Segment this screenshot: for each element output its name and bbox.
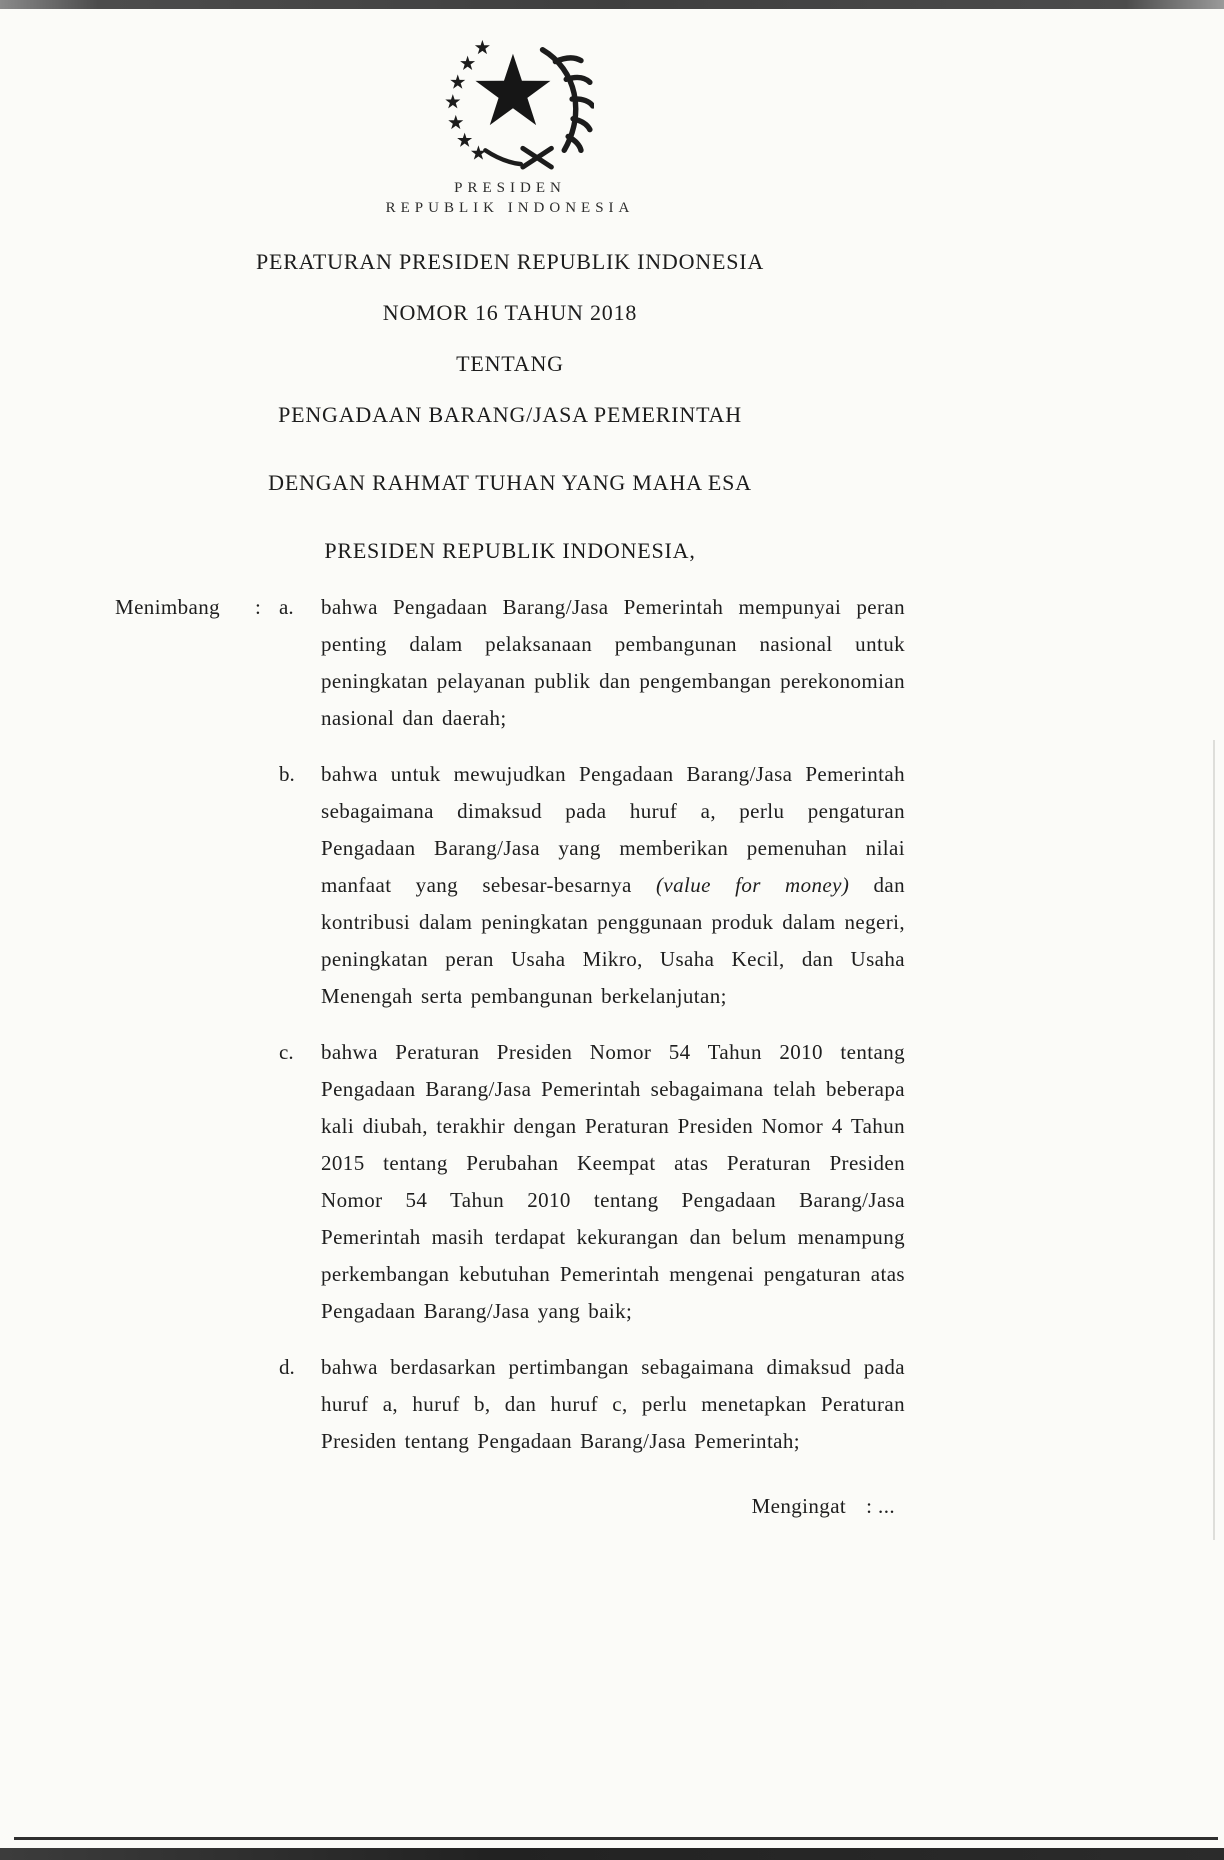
consideration-text: bahwa Pengadaan Barang/Jasa Pemerintah mempunyai peran penting dalam pelaksanaan pembangunan nasional untuk peningkatan pelayanan publik dan pengembangan perekonomian nasional dan daerah; [321,595,905,730]
consideration-text-italic: (value for money) [655,873,850,897]
presidential-seal-icon [426,32,594,172]
mengingat-line [115,1494,905,1519]
regulation-number: NOMOR 16 TAHUN 2018 [382,300,638,325]
bottom-rule [14,1837,1218,1840]
consideration-text-segment: dan kontribusi dalam peningkatan penggunaan produk dalam negeri, peningkatan peran Usaha Mikro, Usaha Kecil, dan Usaha Menengah serta pembangunan berkelanjutan; [321,873,906,1008]
consideration-text-segment: bahwa untuk mewujudkan Pengadaan Barang/Jasa Pemerintah sebagaimana dimaksud pada huruf a, perlu pengaturan Pengadaan Barang/Jasa yang memberikan pemenuhan nilai manfaat yang sebesar-besarnya [321,762,905,897]
consideration-marker: c. [279,1040,294,1064]
scan-artifact-line [1213,740,1215,1540]
consideration-item-d [279,1349,905,1460]
tentang-label: TENTANG [456,351,564,376]
consideration-text [321,756,905,1015]
considerations-list [279,589,905,1460]
invocation-line: DENGAN RAHMAT TUHAN YANG MAHA ESA [268,470,752,495]
consideration-text: bahwa berdasarkan pertimbangan sebagaimana dimaksud pada huruf a, huruf b, dan huruf c, perlu menetapkan Peraturan Presiden tentang Pengadaan Barang/Jasa Pemerintah; [321,1355,905,1453]
consideration-text: bahwa Peraturan Presiden Nomor 54 Tahun 2010 tentang Pengadaan Barang/Jasa Pemerintah sebagaimana telah beberapa kali diubah, terakhir dengan Peraturan Presiden Nomor 4 Tahun 2015 tentang Perubahan Keempat atas Peraturan Presiden Nomor 54 Tahun 2010 tentang Pengadaan Barang/Jasa Pemerintah masih terdapat kekurangan dan belum menampung perkembangan kebutuhan Pemerintah mengenai pengaturan atas Pengadaan Barang/Jasa yang baik; [321,1040,905,1323]
mengingat-label: Mengingat [751,1494,847,1518]
consideration-item-b [279,756,905,1015]
scan-edge-bottom [0,1848,1224,1860]
org-name-line2: REPUBLIK INDONESIA [385,200,635,216]
mengingat-colon-dots: : ... [866,1494,895,1518]
considerations-section [115,589,905,1460]
consideration-marker: b. [279,762,295,786]
consideration-marker: d. [279,1355,295,1379]
consideration-item-c [279,1034,905,1330]
scan-edge-top [0,0,1224,9]
regulation-subject: PENGADAAN BARANG/JASA PEMERINTAH [278,402,742,427]
letterhead [115,18,905,217]
issuer-line: PRESIDEN REPUBLIK INDONESIA, [324,538,696,563]
regulation-title: PERATURAN PRESIDEN REPUBLIK INDONESIA [255,249,765,274]
menimbang-colon: : [255,595,261,619]
title-block [115,249,905,564]
menimbang-label: Menimbang [115,595,221,619]
page-content [115,18,905,1519]
consideration-marker: a. [279,595,294,619]
org-name-line1: PRESIDEN [454,180,566,196]
consideration-item-a [279,589,905,737]
